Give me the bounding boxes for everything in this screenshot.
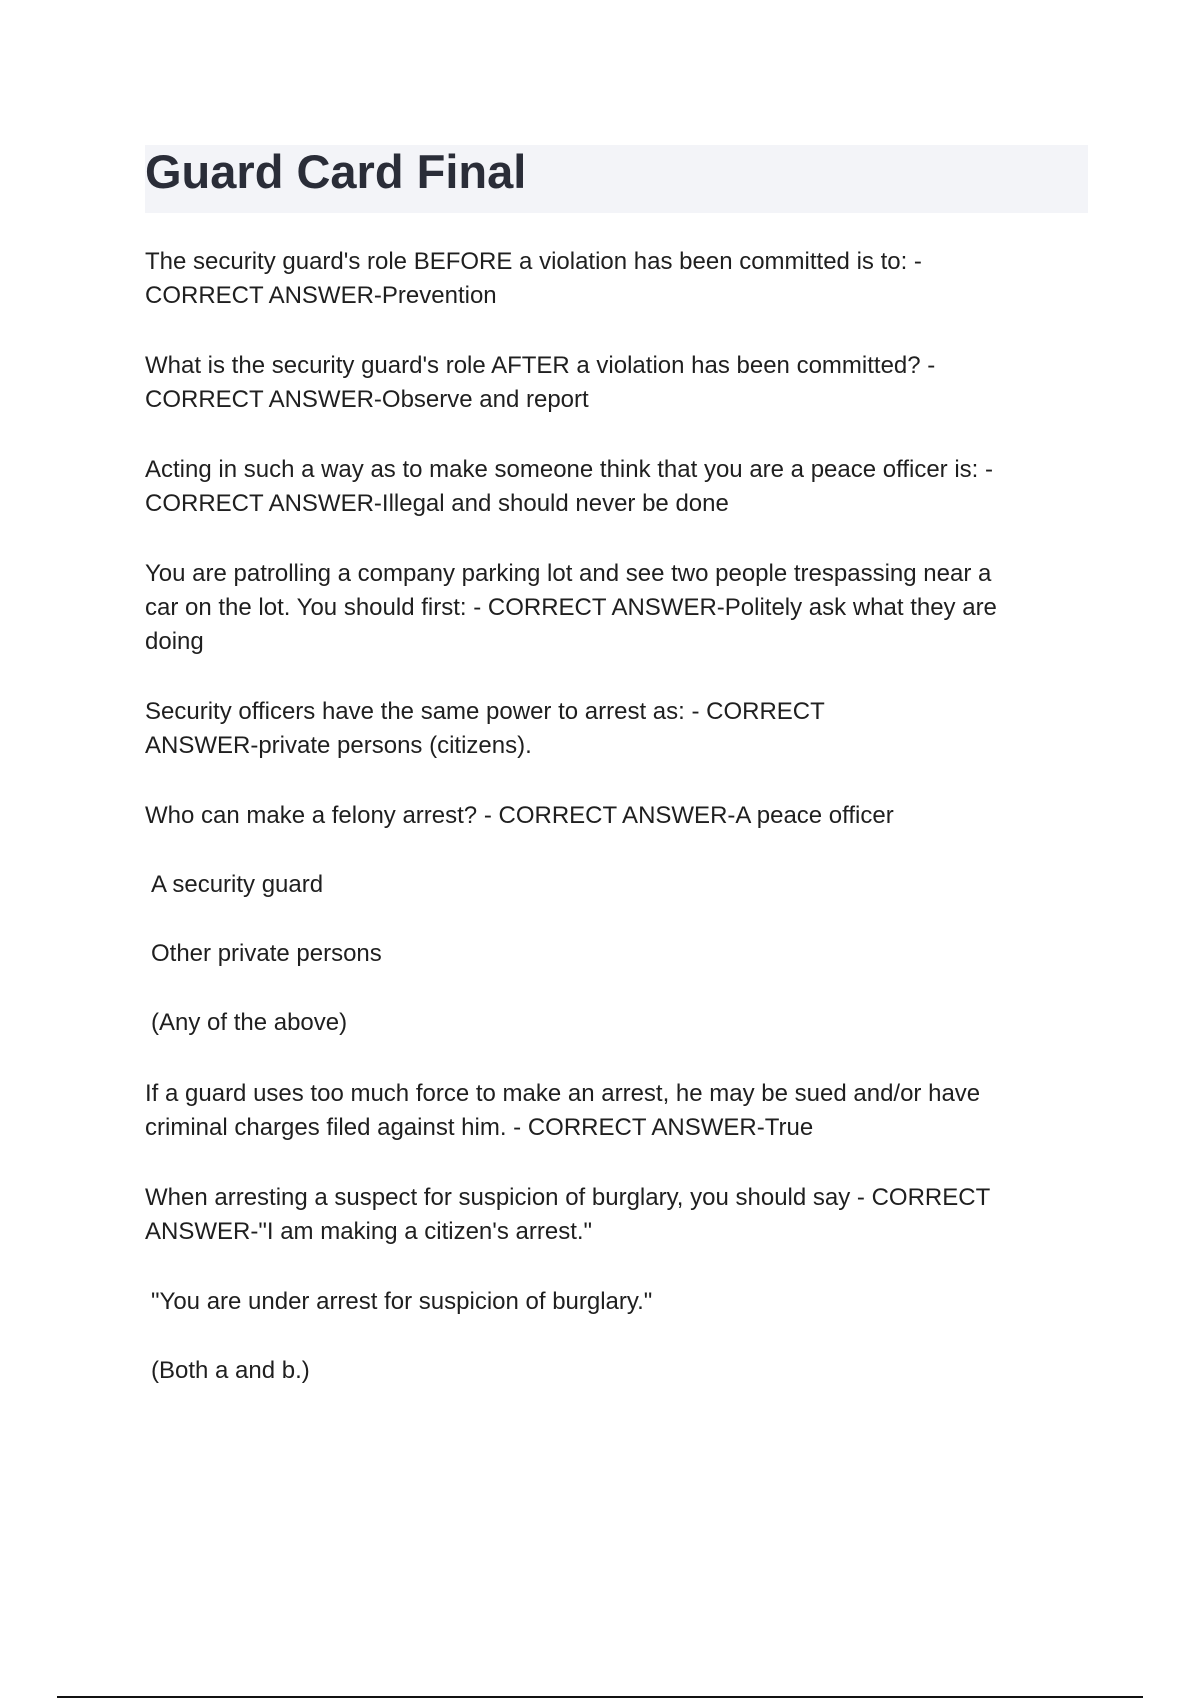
qa-item-2: What is the security guard's role AFTER a violation has been committed? - CORRECT ANSWER-Observe and report [145, 352, 936, 413]
answer-option: A security guard [151, 871, 324, 898]
qa-item-4: You are patrolling a company parking lot and see two people trespassing near a car on the lot. You should first: - CORRECT ANSWER-Politely ask what they are doing [145, 560, 997, 655]
qa-item-6: Who can make a felony arrest? - CORRECT ANSWER-A peace officer [145, 802, 894, 829]
document-title: Guard Card Final [145, 145, 527, 198]
answer-option: Other private persons [151, 940, 382, 967]
qa-item-8: When arresting a suspect for suspicion of burglary, you should say - CORRECT ANSWER-"I am making a citizen's arrest." [145, 1184, 991, 1245]
page-divider [57, 1696, 1143, 1698]
qa-item-3: Acting in such a way as to make someone think that you are a peace officer is: - CORRECT ANSWER-Illegal and should never be done [145, 456, 994, 517]
answer-option: (Any of the above) [151, 1009, 348, 1036]
qa-item-7: If a guard uses too much force to make an arrest, he may be sued and/or have criminal charges filed against him. - CORRECT ANSWER-True [145, 1080, 981, 1141]
answer-option: "You are under arrest for suspicion of burglary." [151, 1288, 653, 1315]
qa-item-1: The security guard's role BEFORE a violation has been committed is to: - CORRECT ANSWER-Prevention [145, 248, 922, 309]
answer-option: (Both a and b.) [151, 1357, 310, 1384]
qa-item-5: Security officers have the same power to arrest as: - CORRECT ANSWER-private persons (citizens). [145, 698, 825, 759]
